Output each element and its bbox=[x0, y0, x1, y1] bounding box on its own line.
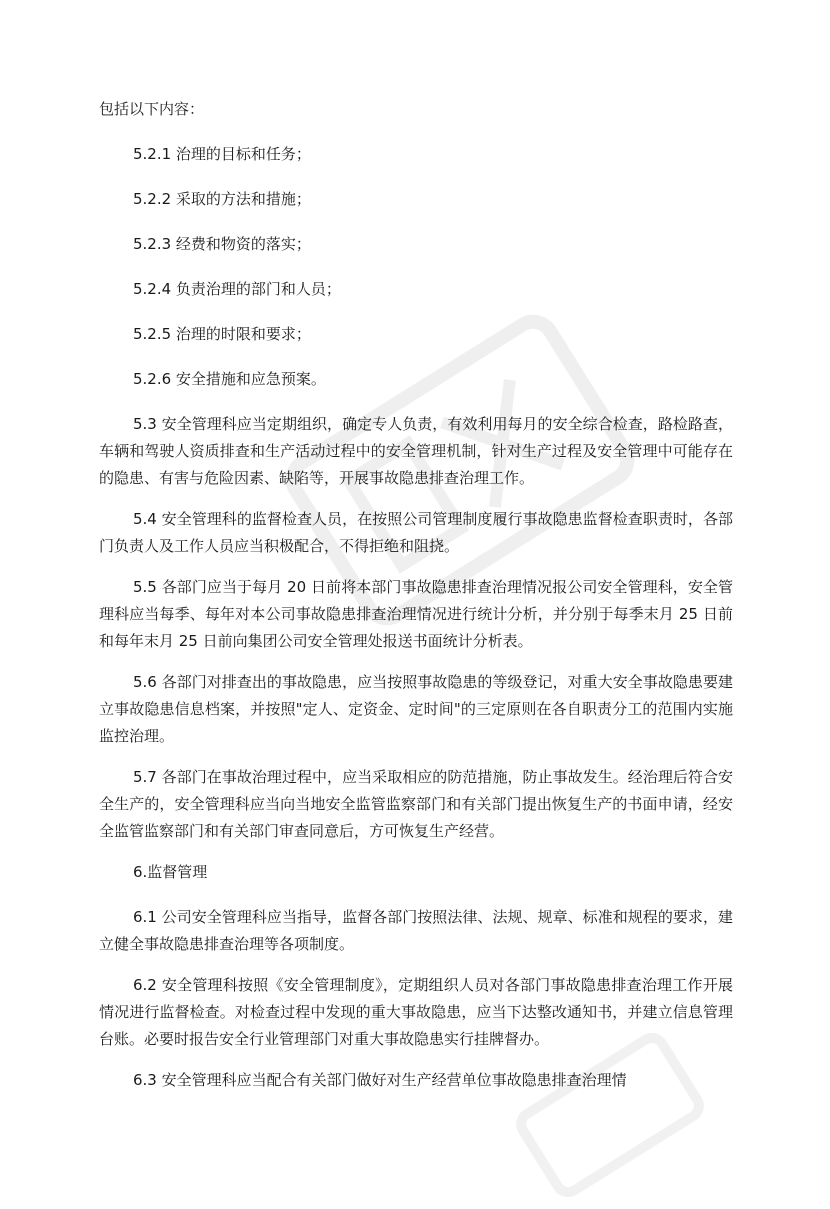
paragraph-5-6: 5.6 各部门对排查出的事故隐患，应当按照事故隐患的等级登记，对重大安全事故隐患要建立事故隐患信息档案，并按照"定人、定资金、定时间"的三定原则在各自职责分工的范围内实施监控治理。 bbox=[99, 673, 733, 745]
list-item: 5.2.3 经费和物资的落实； bbox=[133, 235, 311, 253]
list-item: 5.2.4 负责治理的部门和人员； bbox=[133, 280, 341, 298]
list-item: 5.2.1 治理的目标和任务； bbox=[133, 145, 311, 163]
paragraph-5-7: 5.7 各部门在事故治理过程中，应当采取相应的防范措施，防止事故发生。经治理后符合安全生产的，安全管理科应当向当地安全监管监察部门和有关部门提出恢复生产的书面申请，经安全监管监察部门和有关部门审查同意后，方可恢复生产经营。 bbox=[99, 768, 733, 840]
list-item: 5.2.5 治理的时限和要求； bbox=[133, 325, 311, 343]
paragraph-6-1: 6.1 公司安全管理科应当指导，监督各部门按照法律、法规、规章、标准和规程的要求，建立健全事故隐患排查治理等各项制度。 bbox=[99, 908, 733, 953]
intro-text: 包括以下内容： bbox=[99, 100, 205, 118]
paragraph-6-2: 6.2 安全管理科按照《安全管理制度》，定期组织人员对各部门事故隐患排查治理工作开展情况进行监督检查。对检查过程中发现的重大事故隐患，应当下达整改通知书，并建立信息管理台账。必要时报告安全行业管理部门对重大事故隐患实行挂牌督办。 bbox=[99, 976, 733, 1048]
list-item: 5.2.2 采取的方法和措施； bbox=[133, 190, 311, 208]
list-item: 5.2.6 安全措施和应急预案。 bbox=[133, 370, 326, 388]
section-heading-6: 6.监督管理 bbox=[133, 863, 208, 881]
paragraph-5-4: 5.4 安全管理科的监督检查人员，在按照公司管理制度履行事故隐患监督检查职责时，各部门负责人及工作人员应当积极配合，不得拒绝和阻挠。 bbox=[99, 510, 733, 555]
paragraph-5-5: 5.5 各部门应当于每月 20 日前将本部门事故隐患排查治理情况报公司安全管理科，安全管理科应当每季、每年对本公司事故隐患排查治理情况进行统计分析，并分别于每季末月 25 日前和每年末月 25 日前向集团公司安全管理处报送书面统计分析表。 bbox=[99, 578, 733, 650]
paragraph-5-3: 5.3 安全管理科应当定期组织，确定专人负责，有效利用每月的安全综合检查，路检路查，车辆和驾驶人资质排查和生产活动过程中的安全管理机制，针对生产过程及安全管理中可能存在的隐患、有害与危险因素、缺陷等，开展事故隐患排查治理工作。 bbox=[99, 415, 733, 487]
document-body bbox=[99, 96, 733, 1108]
paragraph-6-3: 6.3 安全管理科应当配合有关部门做好对生产经营单位事故隐患排查治理情 bbox=[133, 1071, 627, 1089]
